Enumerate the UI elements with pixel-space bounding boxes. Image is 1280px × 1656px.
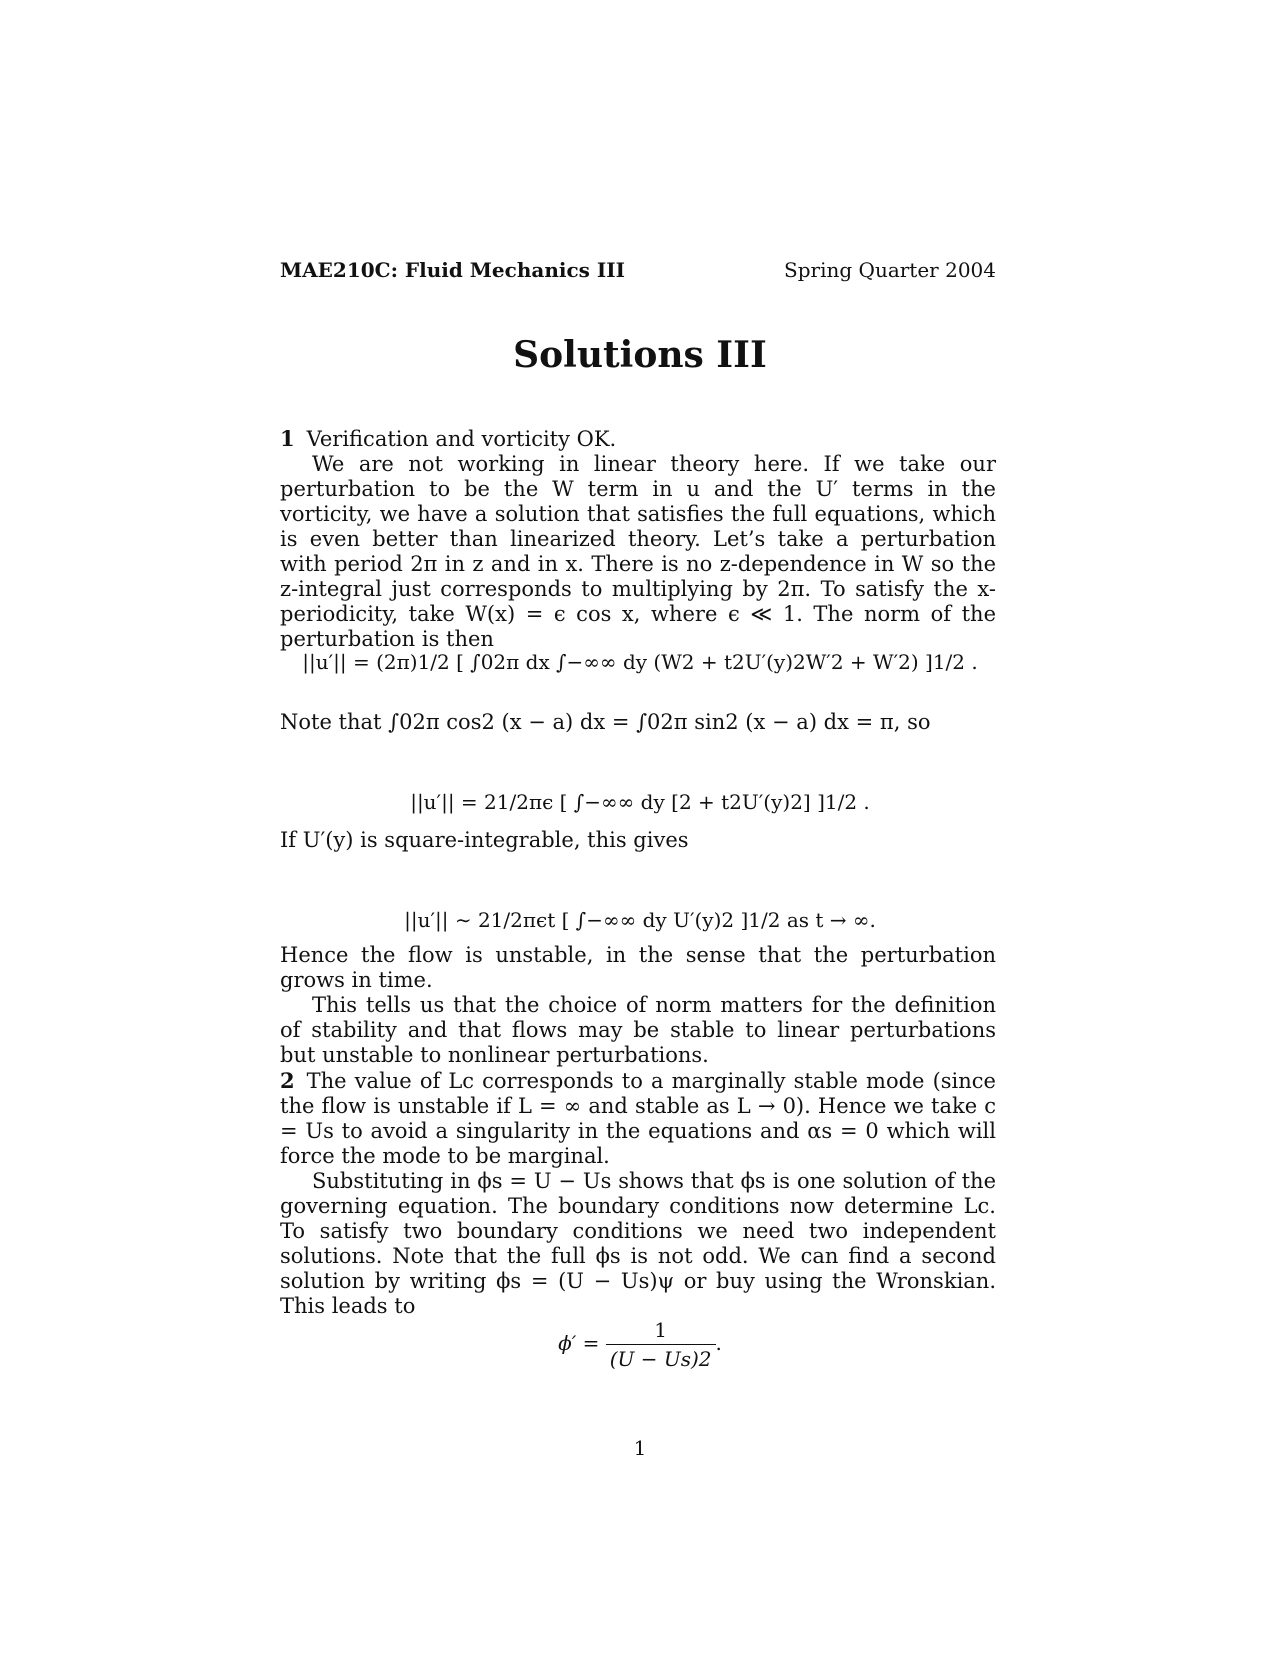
section-1-conclusion [280, 943, 996, 1068]
page-number: 1 [633, 1436, 647, 1460]
equation-4-denominator: (U − Us)2 [609, 1347, 712, 1371]
section-1-hence: Hence the flow is unstable, in the sense that the perturbation grows in time. [280, 943, 996, 992]
equation-4-fraction [606, 1318, 716, 1371]
equation-2: ||u′|| = 21/2πϵ [ ∫−∞∞ dy [2 + t2U′(y)2] ]1/2 . [410, 790, 870, 814]
section-2-number: 2 [280, 1068, 295, 1093]
equation-4-lhs: ϕ′ = [558, 1331, 600, 1355]
section-2 [280, 1068, 996, 1319]
page-title: Solutions III [513, 334, 767, 376]
section-2-paragraph-2: Substituting in ϕs = U − Us shows that ϕs is one solution of the governing equation. The boundary conditions now determine Lc. To satisfy two boundary conditions we need two independent solutions. Note that the full ϕs is not odd. We can find a second solution by writing ϕs = (U − Us)ψ or buy using the Wronskian. This leads to [280, 1169, 996, 1318]
equation-1: ||u′|| = (2π)1/2 [ ∫02π dx ∫−∞∞ dy (W2 + t2U′(y)2W′2 + W′2) ]1/2 . [302, 650, 978, 674]
section-1-paragraph-1: We are not working in linear theory here. If we take our perturbation to be the W term in u and the U′ terms in the vorticity, we have a solution that satisfies the full equations, which is even better than linearized theory. Let’s take a perturbation with period 2π in z and in x. There is no z-dependence in W so the z-integral just corresponds to multiplying by 2π. To satisfy the x-periodicity, take W(x) = ϵ cos x, where ϵ ≪ 1. The norm of the perturbation is then [280, 452, 996, 651]
section-1-lead: Verification and vorticity OK. [306, 427, 617, 451]
section-1-paragraph-2: This tells us that the choice of norm matters for the definition of stability and that flows may be stable to linear perturbations but unstable to nonlinear perturbations. [280, 993, 996, 1067]
section-1-note: Note that ∫02π cos2 (x − a) dx = ∫02π sin2 (x − a) dx = π, so [280, 710, 931, 734]
term-label: Spring Quarter 2004 [784, 258, 996, 282]
section-1-number: 1 [280, 426, 295, 451]
equation-3: ||u′|| ∼ 21/2πϵt [ ∫−∞∞ dy U′(y)2 ]1/2 as t → ∞. [404, 908, 876, 932]
section-1-intro [280, 426, 996, 652]
section-2-paragraph-1: The value of Lc corresponds to a marginally stable mode (since the flow is unstable if L = ∞ and stable as L → 0). Hence we take c = Us to avoid a singularity in the equations and αs = 0 which will force the mode to be marginal. [280, 1069, 996, 1168]
section-1-if-text: If U′(y) is square-integrable, this gives [280, 828, 689, 852]
equation-4-period: . [715, 1331, 722, 1355]
equation-4-numerator: 1 [606, 1318, 716, 1345]
course-title: MAE210C: Fluid Mechanics III [280, 258, 625, 282]
equation-4 [0, 1318, 1280, 1371]
